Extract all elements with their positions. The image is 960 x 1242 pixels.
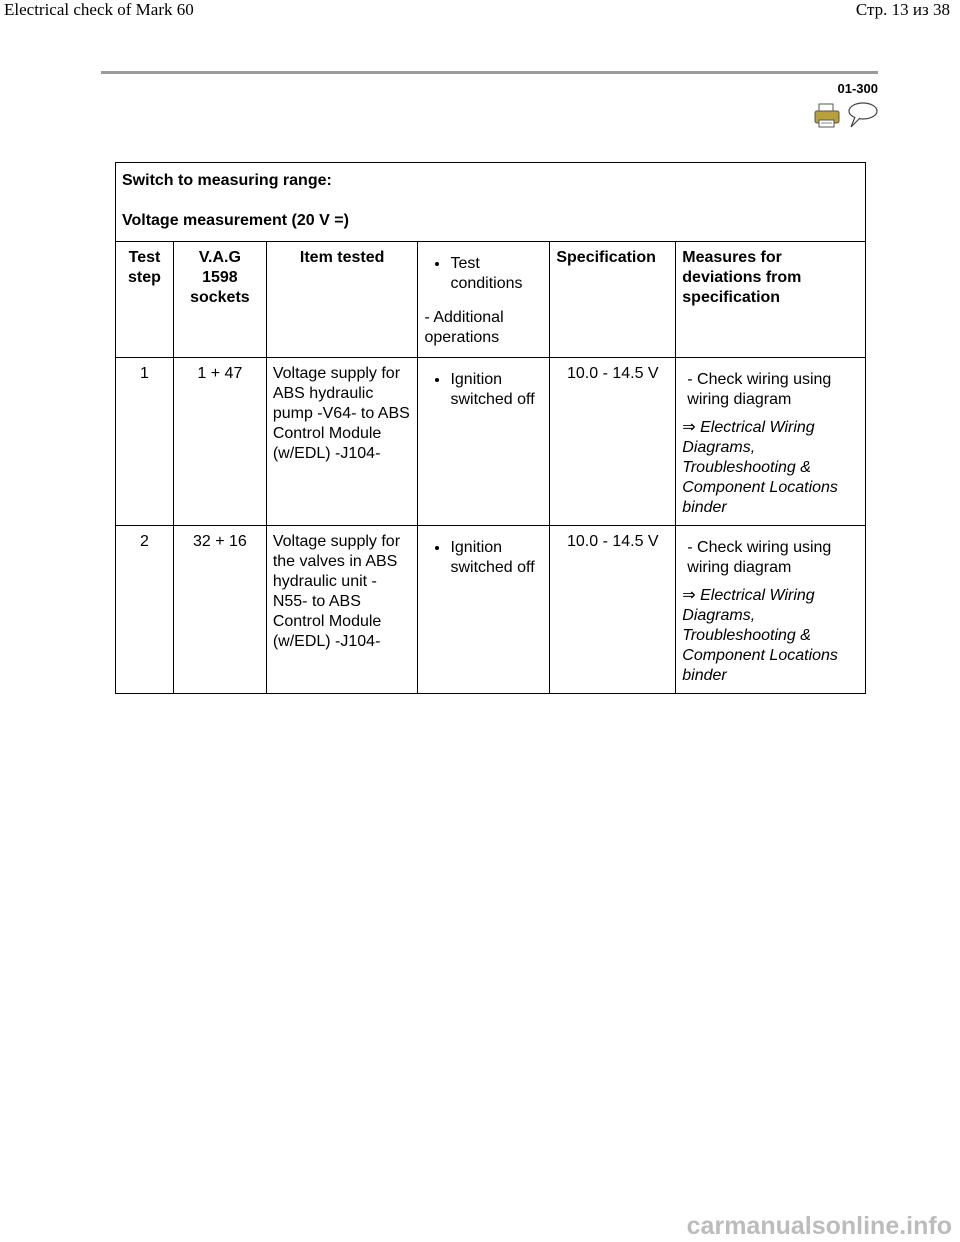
col-measures: Measures for deviations from specification (676, 242, 866, 358)
row-spec: 10.0 - 14.5 V (550, 358, 676, 526)
watermark-footer: carmanualsonline.info (686, 1212, 952, 1240)
reference-link-text: Electrical Wiring Diagrams, Troubleshooting & Component Locations binder (682, 587, 838, 684)
row-item: Voltage supply for ABS hydraulic pump -V64- to ABS Control Module (w/EDL) -J104- (266, 358, 418, 526)
col-sockets: V.A.G 1598 sockets (173, 242, 266, 358)
table-row (116, 526, 866, 694)
doc-number: 01-300 (837, 81, 878, 96)
wiring-diagram-reference[interactable] (682, 418, 859, 518)
reference-link-text: Electrical Wiring Diagrams, Troubleshooting & Component Locations binder (682, 419, 838, 516)
range-line-2: Voltage measurement (20 V =) (122, 212, 349, 229)
row-measure-text: - Check wiring using wiring diagram (687, 371, 832, 408)
row-sockets: 32 + 16 (173, 526, 266, 694)
row-spec: 10.0 - 14.5 V (550, 526, 676, 694)
col-item-tested: Item tested (266, 242, 418, 358)
row-step: 2 (116, 526, 174, 694)
row-item: Voltage supply for the valves in ABS hydraulic unit -N55- to ABS Control Module (w/EDL) -J104- (266, 526, 418, 694)
row-condition: • Ignition switched off (450, 538, 543, 578)
arrow-icon: ⇒ (682, 587, 696, 604)
document-title: Electrical check of Mark 60 (4, 0, 194, 19)
header-rule (101, 71, 878, 74)
printer-icon[interactable] (815, 104, 839, 127)
measuring-range-cell (116, 163, 866, 242)
row-measure (676, 358, 866, 526)
row-condition: • Ignition switched off (450, 370, 543, 410)
range-line-1: Switch to measuring range: (122, 172, 332, 189)
row-measure (676, 526, 866, 694)
wiring-diagram-reference[interactable] (682, 586, 859, 686)
speech-bubble-icon[interactable] (849, 103, 877, 127)
col-conditions-label: • Test conditions (450, 254, 543, 294)
page-counter: Стр. 13 из 38 (855, 0, 950, 19)
col-additional-label: - Additional operations (424, 309, 504, 346)
col-test-step: Test step (116, 242, 174, 358)
row-conditions (418, 358, 550, 526)
table-row (116, 358, 866, 526)
col-conditions (418, 242, 550, 358)
row-sockets: 1 + 47 (173, 358, 266, 526)
header-row (116, 242, 866, 358)
arrow-icon: ⇒ (682, 419, 696, 436)
row-step: 1 (116, 358, 174, 526)
col-specification: Specification (550, 242, 676, 358)
row-measure-text: - Check wiring using wiring diagram (687, 539, 832, 576)
range-row (116, 163, 866, 242)
row-conditions (418, 526, 550, 694)
measurement-table (115, 162, 866, 694)
toolbar-icons (814, 101, 880, 131)
